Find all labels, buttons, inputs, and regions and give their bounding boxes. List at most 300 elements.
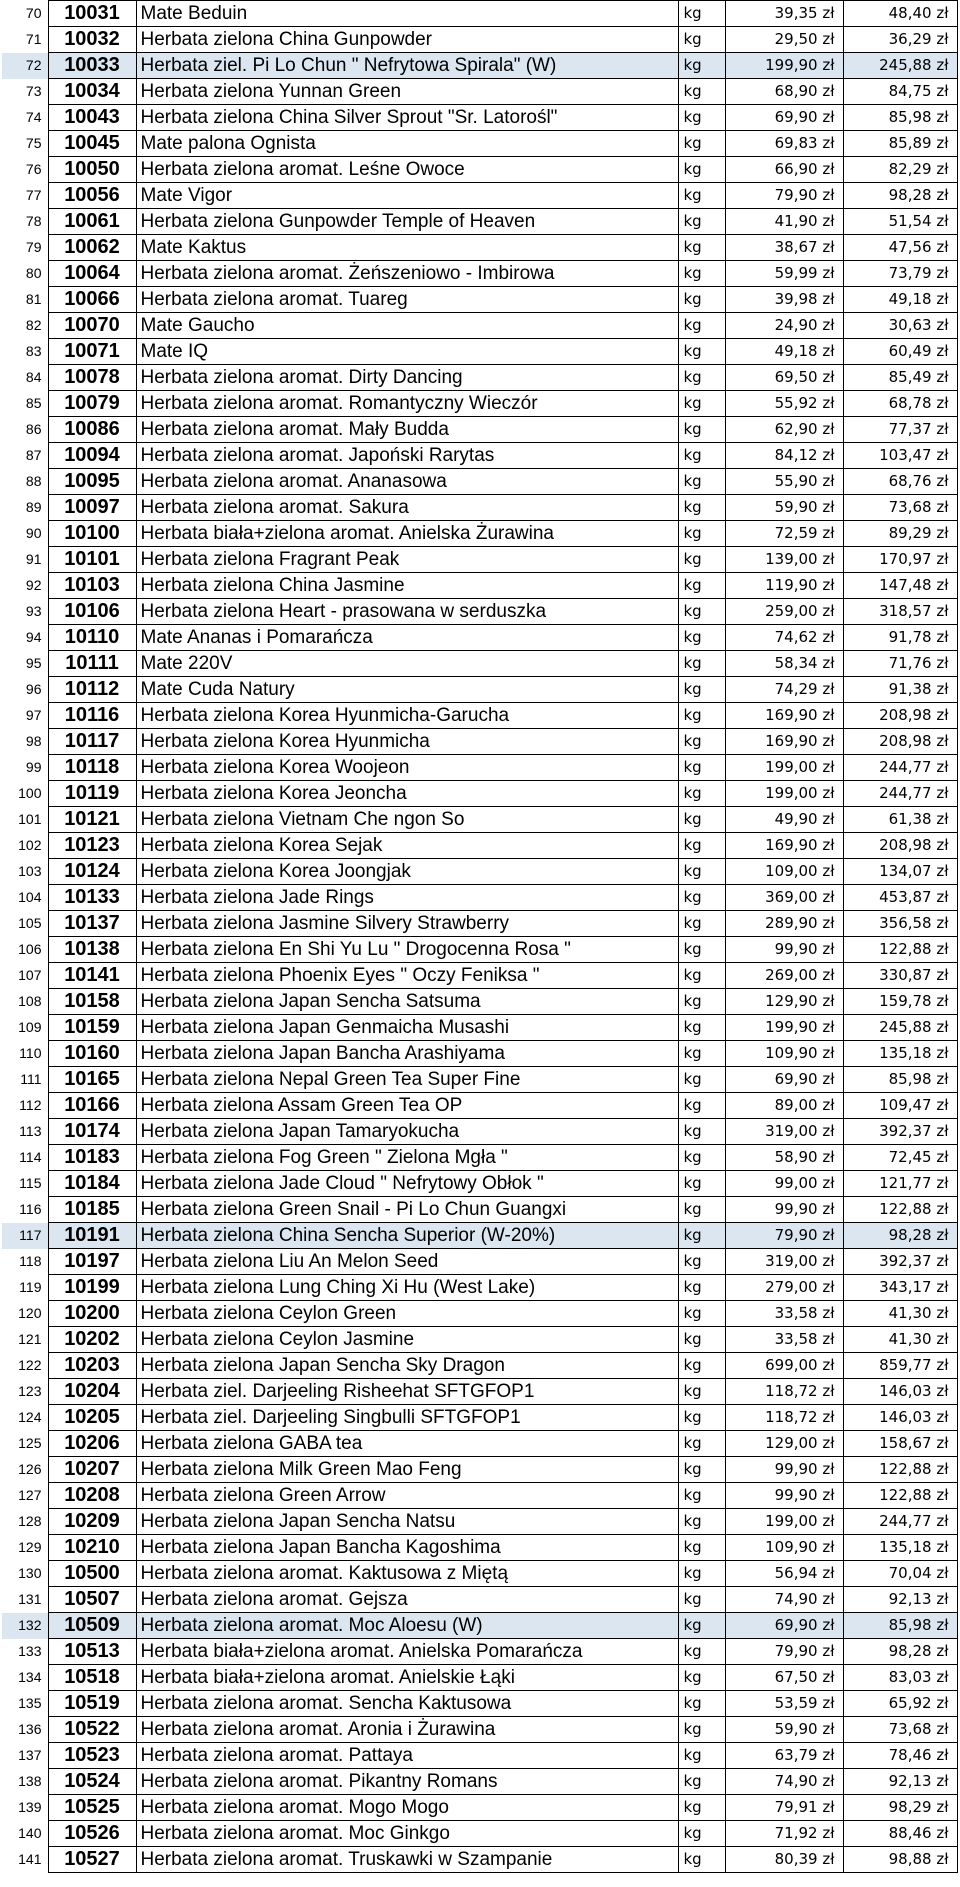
product-name-cell[interactable]: Herbata zielona aromat. Aronia i Żurawina bbox=[136, 1717, 678, 1743]
net-price-cell[interactable]: 319,00 zł bbox=[725, 1119, 843, 1145]
row-number-cell[interactable]: 109 bbox=[2, 1015, 48, 1041]
net-price-cell[interactable]: 269,00 zł bbox=[725, 963, 843, 989]
product-name-cell[interactable]: Herbata zielona Jade Cloud " Nefrytowy Obłok " bbox=[136, 1171, 678, 1197]
product-name-cell[interactable]: Herbata zielona Korea Hyunmicha-Garucha bbox=[136, 703, 678, 729]
row-number-cell[interactable]: 87 bbox=[2, 443, 48, 469]
gross-price-cell[interactable]: 82,29 zł bbox=[843, 157, 957, 183]
row-number-cell[interactable]: 125 bbox=[2, 1431, 48, 1457]
table-row[interactable] bbox=[2, 1691, 957, 1717]
unit-cell[interactable]: kg bbox=[678, 1821, 725, 1847]
gross-price-cell[interactable]: 356,58 zł bbox=[843, 911, 957, 937]
row-number-cell[interactable]: 86 bbox=[2, 417, 48, 443]
row-number-cell[interactable]: 122 bbox=[2, 1353, 48, 1379]
table-row[interactable] bbox=[2, 1587, 957, 1613]
unit-cell[interactable]: kg bbox=[678, 53, 725, 79]
table-row[interactable] bbox=[2, 1093, 957, 1119]
net-price-cell[interactable]: 68,90 zł bbox=[725, 79, 843, 105]
table-row[interactable] bbox=[2, 573, 957, 599]
row-number-cell[interactable]: 83 bbox=[2, 339, 48, 365]
row-number-cell[interactable]: 116 bbox=[2, 1197, 48, 1223]
product-code-cell[interactable]: 10123 bbox=[48, 833, 136, 859]
net-price-cell[interactable]: 109,90 zł bbox=[725, 1041, 843, 1067]
table-row[interactable] bbox=[2, 1405, 957, 1431]
product-name-cell[interactable]: Herbata zielona Liu An Melon Seed bbox=[136, 1249, 678, 1275]
product-code-cell[interactable]: 10034 bbox=[48, 79, 136, 105]
product-code-cell[interactable]: 10032 bbox=[48, 27, 136, 53]
table-row[interactable] bbox=[2, 1171, 957, 1197]
product-code-cell[interactable]: 10174 bbox=[48, 1119, 136, 1145]
product-code-cell[interactable]: 10200 bbox=[48, 1301, 136, 1327]
product-code-cell[interactable]: 10141 bbox=[48, 963, 136, 989]
unit-cell[interactable]: kg bbox=[678, 989, 725, 1015]
table-row[interactable] bbox=[2, 417, 957, 443]
unit-cell[interactable]: kg bbox=[678, 781, 725, 807]
table-row[interactable] bbox=[2, 859, 957, 885]
product-code-cell[interactable]: 10106 bbox=[48, 599, 136, 625]
unit-cell[interactable]: kg bbox=[678, 1847, 725, 1873]
unit-cell[interactable]: kg bbox=[678, 1795, 725, 1821]
gross-price-cell[interactable]: 159,78 zł bbox=[843, 989, 957, 1015]
gross-price-cell[interactable]: 98,88 zł bbox=[843, 1847, 957, 1873]
product-name-cell[interactable]: Herbata zielona Green Snail - Pi Lo Chun Guangxi bbox=[136, 1197, 678, 1223]
row-number-cell[interactable]: 91 bbox=[2, 547, 48, 573]
unit-cell[interactable]: kg bbox=[678, 1015, 725, 1041]
unit-cell[interactable]: kg bbox=[678, 469, 725, 495]
row-number-cell[interactable]: 78 bbox=[2, 209, 48, 235]
row-number-cell[interactable]: 119 bbox=[2, 1275, 48, 1301]
product-code-cell[interactable]: 10045 bbox=[48, 131, 136, 157]
unit-cell[interactable]: kg bbox=[678, 1639, 725, 1665]
row-number-cell[interactable]: 81 bbox=[2, 287, 48, 313]
row-number-cell[interactable]: 96 bbox=[2, 677, 48, 703]
table-row[interactable] bbox=[2, 131, 957, 157]
unit-cell[interactable]: kg bbox=[678, 755, 725, 781]
product-name-cell[interactable]: Herbata zielona aromat. Japoński Rarytas bbox=[136, 443, 678, 469]
product-code-cell[interactable]: 10522 bbox=[48, 1717, 136, 1743]
net-price-cell[interactable]: 62,90 zł bbox=[725, 417, 843, 443]
product-code-cell[interactable]: 10518 bbox=[48, 1665, 136, 1691]
unit-cell[interactable]: kg bbox=[678, 1171, 725, 1197]
product-name-cell[interactable]: Herbata zielona Korea Hyunmicha bbox=[136, 729, 678, 755]
product-name-cell[interactable]: Mate IQ bbox=[136, 339, 678, 365]
gross-price-cell[interactable]: 343,17 zł bbox=[843, 1275, 957, 1301]
net-price-cell[interactable]: 118,72 zł bbox=[725, 1379, 843, 1405]
net-price-cell[interactable]: 99,00 zł bbox=[725, 1171, 843, 1197]
row-number-cell[interactable]: 88 bbox=[2, 469, 48, 495]
net-price-cell[interactable]: 80,39 zł bbox=[725, 1847, 843, 1873]
gross-price-cell[interactable]: 68,78 zł bbox=[843, 391, 957, 417]
product-code-cell[interactable]: 10509 bbox=[48, 1613, 136, 1639]
table-row[interactable] bbox=[2, 1327, 957, 1353]
gross-price-cell[interactable]: 49,18 zł bbox=[843, 287, 957, 313]
table-row[interactable] bbox=[2, 963, 957, 989]
gross-price-cell[interactable]: 85,98 zł bbox=[843, 105, 957, 131]
net-price-cell[interactable]: 59,99 zł bbox=[725, 261, 843, 287]
product-name-cell[interactable]: Herbata zielona aromat. Leśne Owoce bbox=[136, 157, 678, 183]
product-code-cell[interactable]: 10062 bbox=[48, 235, 136, 261]
product-code-cell[interactable]: 10031 bbox=[48, 1, 136, 27]
unit-cell[interactable]: kg bbox=[678, 313, 725, 339]
net-price-cell[interactable]: 24,90 zł bbox=[725, 313, 843, 339]
unit-cell[interactable]: kg bbox=[678, 963, 725, 989]
unit-cell[interactable]: kg bbox=[678, 27, 725, 53]
product-name-cell[interactable]: Herbata zielona Japan Bancha Kagoshima bbox=[136, 1535, 678, 1561]
table-row[interactable] bbox=[2, 1275, 957, 1301]
row-number-cell[interactable]: 95 bbox=[2, 651, 48, 677]
row-number-cell[interactable]: 104 bbox=[2, 885, 48, 911]
gross-price-cell[interactable]: 170,97 zł bbox=[843, 547, 957, 573]
table-row[interactable] bbox=[2, 235, 957, 261]
table-row[interactable] bbox=[2, 599, 957, 625]
gross-price-cell[interactable]: 91,78 zł bbox=[843, 625, 957, 651]
table-row[interactable] bbox=[2, 27, 957, 53]
net-price-cell[interactable]: 79,90 zł bbox=[725, 1639, 843, 1665]
table-row[interactable] bbox=[2, 703, 957, 729]
net-price-cell[interactable]: 58,34 zł bbox=[725, 651, 843, 677]
row-number-cell[interactable]: 93 bbox=[2, 599, 48, 625]
product-name-cell[interactable]: Herbata zielona aromat. Gejsza bbox=[136, 1587, 678, 1613]
product-name-cell[interactable]: Herbata zielona Gunpowder Temple of Heaven bbox=[136, 209, 678, 235]
unit-cell[interactable]: kg bbox=[678, 547, 725, 573]
product-name-cell[interactable]: Herbata zielona aromat. Sencha Kaktusowa bbox=[136, 1691, 678, 1717]
table-row[interactable] bbox=[2, 1795, 957, 1821]
product-name-cell[interactable]: Herbata zielona Fragrant Peak bbox=[136, 547, 678, 573]
table-row[interactable] bbox=[2, 677, 957, 703]
table-row[interactable] bbox=[2, 261, 957, 287]
product-code-cell[interactable]: 10209 bbox=[48, 1509, 136, 1535]
product-name-cell[interactable]: Herbata zielona aromat. Moc Ginkgo bbox=[136, 1821, 678, 1847]
gross-price-cell[interactable]: 135,18 zł bbox=[843, 1041, 957, 1067]
unit-cell[interactable]: kg bbox=[678, 807, 725, 833]
unit-cell[interactable]: kg bbox=[678, 1067, 725, 1093]
product-code-cell[interactable]: 10210 bbox=[48, 1535, 136, 1561]
table-row[interactable] bbox=[2, 911, 957, 937]
gross-price-cell[interactable]: 78,46 zł bbox=[843, 1743, 957, 1769]
unit-cell[interactable]: kg bbox=[678, 677, 725, 703]
unit-cell[interactable]: kg bbox=[678, 1145, 725, 1171]
table-row[interactable] bbox=[2, 1613, 957, 1639]
row-number-cell[interactable]: 97 bbox=[2, 703, 48, 729]
table-row[interactable] bbox=[2, 1717, 957, 1743]
net-price-cell[interactable]: 49,18 zł bbox=[725, 339, 843, 365]
product-name-cell[interactable]: Herbata zielona aromat. Sakura bbox=[136, 495, 678, 521]
unit-cell[interactable]: kg bbox=[678, 1379, 725, 1405]
product-name-cell[interactable]: Herbata zielona Yunnan Green bbox=[136, 79, 678, 105]
product-name-cell[interactable]: Herbata zielona aromat. Dirty Dancing bbox=[136, 365, 678, 391]
row-number-cell[interactable]: 137 bbox=[2, 1743, 48, 1769]
row-number-cell[interactable]: 115 bbox=[2, 1171, 48, 1197]
gross-price-cell[interactable]: 109,47 zł bbox=[843, 1093, 957, 1119]
product-code-cell[interactable]: 10050 bbox=[48, 157, 136, 183]
net-price-cell[interactable]: 55,90 zł bbox=[725, 469, 843, 495]
gross-price-cell[interactable]: 47,56 zł bbox=[843, 235, 957, 261]
row-number-cell[interactable]: 75 bbox=[2, 131, 48, 157]
gross-price-cell[interactable]: 85,49 zł bbox=[843, 365, 957, 391]
net-price-cell[interactable]: 69,50 zł bbox=[725, 365, 843, 391]
table-row[interactable] bbox=[2, 1483, 957, 1509]
product-code-cell[interactable]: 10137 bbox=[48, 911, 136, 937]
gross-price-cell[interactable]: 85,89 zł bbox=[843, 131, 957, 157]
product-name-cell[interactable]: Herbata zielona Ceylon Jasmine bbox=[136, 1327, 678, 1353]
product-code-cell[interactable]: 10199 bbox=[48, 1275, 136, 1301]
net-price-cell[interactable]: 79,90 zł bbox=[725, 183, 843, 209]
product-name-cell[interactable]: Herbata zielona Jasmine Silvery Strawberry bbox=[136, 911, 678, 937]
table-row[interactable] bbox=[2, 625, 957, 651]
table-row[interactable] bbox=[2, 781, 957, 807]
net-price-cell[interactable]: 99,90 zł bbox=[725, 1457, 843, 1483]
product-name-cell[interactable]: Herbata zielona aromat. Tuareg bbox=[136, 287, 678, 313]
row-number-cell[interactable]: 114 bbox=[2, 1145, 48, 1171]
unit-cell[interactable]: kg bbox=[678, 1197, 725, 1223]
net-price-cell[interactable]: 169,90 zł bbox=[725, 729, 843, 755]
table-row[interactable] bbox=[2, 937, 957, 963]
table-row[interactable] bbox=[2, 1509, 957, 1535]
product-name-cell[interactable]: Herbata ziel. Darjeeling Singbulli SFTGFOP1 bbox=[136, 1405, 678, 1431]
product-name-cell[interactable]: Herbata zielona Japan Genmaicha Musashi bbox=[136, 1015, 678, 1041]
product-code-cell[interactable]: 10111 bbox=[48, 651, 136, 677]
net-price-cell[interactable]: 29,50 zł bbox=[725, 27, 843, 53]
unit-cell[interactable]: kg bbox=[678, 1769, 725, 1795]
table-row[interactable] bbox=[2, 1301, 957, 1327]
net-price-cell[interactable]: 139,00 zł bbox=[725, 547, 843, 573]
net-price-cell[interactable]: 199,90 zł bbox=[725, 1015, 843, 1041]
unit-cell[interactable]: kg bbox=[678, 625, 725, 651]
product-name-cell[interactable]: Herbata zielona aromat. Romantyczny Wieczór bbox=[136, 391, 678, 417]
net-price-cell[interactable]: 59,90 zł bbox=[725, 495, 843, 521]
product-code-cell[interactable]: 10103 bbox=[48, 573, 136, 599]
gross-price-cell[interactable]: 121,77 zł bbox=[843, 1171, 957, 1197]
gross-price-cell[interactable]: 89,29 zł bbox=[843, 521, 957, 547]
product-name-cell[interactable]: Herbata zielona aromat. Mały Budda bbox=[136, 417, 678, 443]
net-price-cell[interactable]: 79,91 zł bbox=[725, 1795, 843, 1821]
unit-cell[interactable]: kg bbox=[678, 833, 725, 859]
gross-price-cell[interactable]: 65,92 zł bbox=[843, 1691, 957, 1717]
net-price-cell[interactable]: 89,00 zł bbox=[725, 1093, 843, 1119]
row-number-cell[interactable]: 77 bbox=[2, 183, 48, 209]
row-number-cell[interactable]: 140 bbox=[2, 1821, 48, 1847]
unit-cell[interactable]: kg bbox=[678, 1119, 725, 1145]
unit-cell[interactable]: kg bbox=[678, 417, 725, 443]
gross-price-cell[interactable]: 60,49 zł bbox=[843, 339, 957, 365]
unit-cell[interactable]: kg bbox=[678, 1509, 725, 1535]
product-name-cell[interactable]: Herbata zielona Lung Ching Xi Hu (West Lake) bbox=[136, 1275, 678, 1301]
gross-price-cell[interactable]: 158,67 zł bbox=[843, 1431, 957, 1457]
net-price-cell[interactable]: 55,92 zł bbox=[725, 391, 843, 417]
unit-cell[interactable]: kg bbox=[678, 1457, 725, 1483]
gross-price-cell[interactable]: 88,46 zł bbox=[843, 1821, 957, 1847]
table-row[interactable] bbox=[2, 287, 957, 313]
row-number-cell[interactable]: 85 bbox=[2, 391, 48, 417]
net-price-cell[interactable]: 369,00 zł bbox=[725, 885, 843, 911]
gross-price-cell[interactable]: 41,30 zł bbox=[843, 1327, 957, 1353]
row-number-cell[interactable]: 70 bbox=[2, 1, 48, 27]
product-code-cell[interactable]: 10110 bbox=[48, 625, 136, 651]
row-number-cell[interactable]: 108 bbox=[2, 989, 48, 1015]
unit-cell[interactable]: kg bbox=[678, 911, 725, 937]
row-number-cell[interactable]: 72 bbox=[2, 53, 48, 79]
unit-cell[interactable]: kg bbox=[678, 599, 725, 625]
product-name-cell[interactable]: Herbata zielona Japan Sencha Satsuma bbox=[136, 989, 678, 1015]
product-code-cell[interactable]: 10100 bbox=[48, 521, 136, 547]
net-price-cell[interactable]: 66,90 zł bbox=[725, 157, 843, 183]
gross-price-cell[interactable]: 92,13 zł bbox=[843, 1769, 957, 1795]
gross-price-cell[interactable]: 70,04 zł bbox=[843, 1561, 957, 1587]
net-price-cell[interactable]: 199,00 zł bbox=[725, 1509, 843, 1535]
unit-cell[interactable]: kg bbox=[678, 651, 725, 677]
product-name-cell[interactable]: Herbata zielona Vietnam Che ngon So bbox=[136, 807, 678, 833]
gross-price-cell[interactable]: 91,38 zł bbox=[843, 677, 957, 703]
table-row[interactable] bbox=[2, 157, 957, 183]
product-name-cell[interactable]: Herbata zielona aromat. Truskawki w Szampanie bbox=[136, 1847, 678, 1873]
table-row[interactable] bbox=[2, 1743, 957, 1769]
unit-cell[interactable]: kg bbox=[678, 1405, 725, 1431]
product-code-cell[interactable]: 10033 bbox=[48, 53, 136, 79]
product-name-cell[interactable]: Herbata zielona Nepal Green Tea Super Fine bbox=[136, 1067, 678, 1093]
table-row[interactable] bbox=[2, 53, 957, 79]
row-number-cell[interactable]: 82 bbox=[2, 313, 48, 339]
unit-cell[interactable]: kg bbox=[678, 1041, 725, 1067]
product-name-cell[interactable]: Herbata zielona Assam Green Tea OP bbox=[136, 1093, 678, 1119]
unit-cell[interactable]: kg bbox=[678, 703, 725, 729]
table-row[interactable] bbox=[2, 1769, 957, 1795]
product-code-cell[interactable]: 10166 bbox=[48, 1093, 136, 1119]
unit-cell[interactable]: kg bbox=[678, 1717, 725, 1743]
gross-price-cell[interactable]: 392,37 zł bbox=[843, 1119, 957, 1145]
gross-price-cell[interactable]: 135,18 zł bbox=[843, 1535, 957, 1561]
net-price-cell[interactable]: 39,35 zł bbox=[725, 1, 843, 27]
product-code-cell[interactable]: 10116 bbox=[48, 703, 136, 729]
product-name-cell[interactable]: Herbata zielona aromat. Ananasowa bbox=[136, 469, 678, 495]
table-row[interactable] bbox=[2, 495, 957, 521]
product-code-cell[interactable]: 10524 bbox=[48, 1769, 136, 1795]
row-number-cell[interactable]: 101 bbox=[2, 807, 48, 833]
product-code-cell[interactable]: 10183 bbox=[48, 1145, 136, 1171]
product-name-cell[interactable]: Herbata zielona Korea Woojeon bbox=[136, 755, 678, 781]
product-code-cell[interactable]: 10097 bbox=[48, 495, 136, 521]
gross-price-cell[interactable]: 147,48 zł bbox=[843, 573, 957, 599]
product-code-cell[interactable]: 10202 bbox=[48, 1327, 136, 1353]
table-row[interactable] bbox=[2, 313, 957, 339]
product-name-cell[interactable]: Mate Gaucho bbox=[136, 313, 678, 339]
product-name-cell[interactable]: Herbata ziel. Darjeeling Risheehat SFTGFOP1 bbox=[136, 1379, 678, 1405]
unit-cell[interactable]: kg bbox=[678, 1613, 725, 1639]
product-code-cell[interactable]: 10197 bbox=[48, 1249, 136, 1275]
product-name-cell[interactable]: Herbata zielona aromat. Mogo Mogo bbox=[136, 1795, 678, 1821]
product-name-cell[interactable]: Herbata zielona China Jasmine bbox=[136, 573, 678, 599]
product-code-cell[interactable]: 10066 bbox=[48, 287, 136, 313]
product-code-cell[interactable]: 10527 bbox=[48, 1847, 136, 1873]
table-row[interactable] bbox=[2, 1535, 957, 1561]
gross-price-cell[interactable]: 72,45 zł bbox=[843, 1145, 957, 1171]
product-name-cell[interactable]: Herbata zielona China Gunpowder bbox=[136, 27, 678, 53]
product-name-cell[interactable]: Mate palona Ognista bbox=[136, 131, 678, 157]
row-number-cell[interactable]: 121 bbox=[2, 1327, 48, 1353]
product-code-cell[interactable]: 10078 bbox=[48, 365, 136, 391]
product-name-cell[interactable]: Herbata zielona aromat. Moc Aloesu (W) bbox=[136, 1613, 678, 1639]
net-price-cell[interactable]: 38,67 zł bbox=[725, 235, 843, 261]
net-price-cell[interactable]: 289,90 zł bbox=[725, 911, 843, 937]
product-name-cell[interactable]: Mate Beduin bbox=[136, 1, 678, 27]
product-code-cell[interactable]: 10513 bbox=[48, 1639, 136, 1665]
row-number-cell[interactable]: 128 bbox=[2, 1509, 48, 1535]
net-price-cell[interactable]: 33,58 zł bbox=[725, 1327, 843, 1353]
unit-cell[interactable]: kg bbox=[678, 729, 725, 755]
net-price-cell[interactable]: 279,00 zł bbox=[725, 1275, 843, 1301]
unit-cell[interactable]: kg bbox=[678, 261, 725, 287]
product-code-cell[interactable]: 10526 bbox=[48, 1821, 136, 1847]
row-number-cell[interactable]: 90 bbox=[2, 521, 48, 547]
net-price-cell[interactable]: 119,90 zł bbox=[725, 573, 843, 599]
gross-price-cell[interactable]: 392,37 zł bbox=[843, 1249, 957, 1275]
row-number-cell[interactable]: 118 bbox=[2, 1249, 48, 1275]
product-name-cell[interactable]: Herbata zielona aromat. Kaktusowa z Miętą bbox=[136, 1561, 678, 1587]
row-number-cell[interactable]: 94 bbox=[2, 625, 48, 651]
gross-price-cell[interactable]: 859,77 zł bbox=[843, 1353, 957, 1379]
gross-price-cell[interactable]: 85,98 zł bbox=[843, 1613, 957, 1639]
table-row[interactable] bbox=[2, 885, 957, 911]
gross-price-cell[interactable]: 73,79 zł bbox=[843, 261, 957, 287]
gross-price-cell[interactable]: 244,77 zł bbox=[843, 755, 957, 781]
unit-cell[interactable]: kg bbox=[678, 1275, 725, 1301]
table-row[interactable] bbox=[2, 1197, 957, 1223]
gross-price-cell[interactable]: 122,88 zł bbox=[843, 1483, 957, 1509]
unit-cell[interactable]: kg bbox=[678, 131, 725, 157]
product-code-cell[interactable]: 10206 bbox=[48, 1431, 136, 1457]
net-price-cell[interactable]: 109,00 zł bbox=[725, 859, 843, 885]
net-price-cell[interactable]: 63,79 zł bbox=[725, 1743, 843, 1769]
unit-cell[interactable]: kg bbox=[678, 391, 725, 417]
unit-cell[interactable]: kg bbox=[678, 1223, 725, 1249]
net-price-cell[interactable]: 84,12 zł bbox=[725, 443, 843, 469]
product-code-cell[interactable]: 10061 bbox=[48, 209, 136, 235]
product-name-cell[interactable]: Herbata zielona GABA tea bbox=[136, 1431, 678, 1457]
product-name-cell[interactable]: Herbata zielona Jade Rings bbox=[136, 885, 678, 911]
gross-price-cell[interactable]: 98,29 zł bbox=[843, 1795, 957, 1821]
table-row[interactable] bbox=[2, 1145, 957, 1171]
table-row[interactable] bbox=[2, 989, 957, 1015]
product-code-cell[interactable]: 10094 bbox=[48, 443, 136, 469]
table-row[interactable] bbox=[2, 79, 957, 105]
unit-cell[interactable]: kg bbox=[678, 1327, 725, 1353]
unit-cell[interactable]: kg bbox=[678, 1483, 725, 1509]
product-name-cell[interactable]: Herbata zielona Fog Green " Zielona Mgła " bbox=[136, 1145, 678, 1171]
product-code-cell[interactable]: 10070 bbox=[48, 313, 136, 339]
product-code-cell[interactable]: 10205 bbox=[48, 1405, 136, 1431]
unit-cell[interactable]: kg bbox=[678, 1665, 725, 1691]
product-name-cell[interactable]: Herbata zielona Japan Sencha Sky Dragon bbox=[136, 1353, 678, 1379]
table-row[interactable] bbox=[2, 1041, 957, 1067]
net-price-cell[interactable]: 169,90 zł bbox=[725, 703, 843, 729]
gross-price-cell[interactable]: 122,88 zł bbox=[843, 937, 957, 963]
unit-cell[interactable]: kg bbox=[678, 1353, 725, 1379]
row-number-cell[interactable]: 127 bbox=[2, 1483, 48, 1509]
table-row[interactable] bbox=[2, 1457, 957, 1483]
unit-cell[interactable]: kg bbox=[678, 157, 725, 183]
unit-cell[interactable]: kg bbox=[678, 573, 725, 599]
product-code-cell[interactable]: 10165 bbox=[48, 1067, 136, 1093]
net-price-cell[interactable]: 74,29 zł bbox=[725, 677, 843, 703]
product-code-cell[interactable]: 10138 bbox=[48, 937, 136, 963]
net-price-cell[interactable]: 74,62 zł bbox=[725, 625, 843, 651]
net-price-cell[interactable]: 99,90 zł bbox=[725, 1483, 843, 1509]
table-row[interactable] bbox=[2, 521, 957, 547]
table-row[interactable] bbox=[2, 1431, 957, 1457]
product-code-cell[interactable]: 10185 bbox=[48, 1197, 136, 1223]
gross-price-cell[interactable]: 134,07 zł bbox=[843, 859, 957, 885]
row-number-cell[interactable]: 107 bbox=[2, 963, 48, 989]
net-price-cell[interactable]: 199,00 zł bbox=[725, 781, 843, 807]
net-price-cell[interactable]: 99,90 zł bbox=[725, 937, 843, 963]
